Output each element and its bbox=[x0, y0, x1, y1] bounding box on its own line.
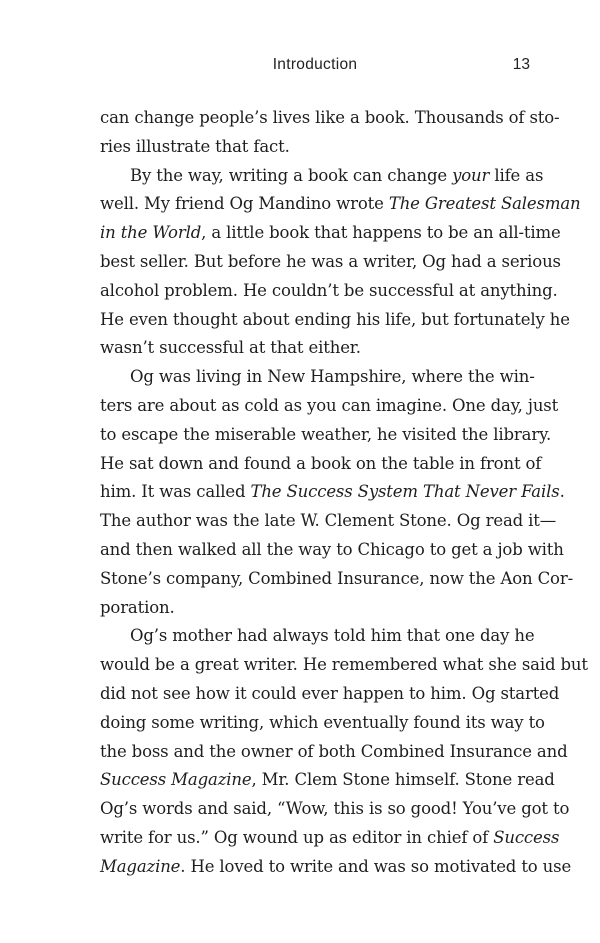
text-line: best seller. But before he was a writer, Og had a serious bbox=[100, 251, 561, 271]
text-line: The author was the late W. Clement Stone. Og read it— bbox=[100, 511, 557, 531]
text-line: wasn’t successful at that either. bbox=[100, 338, 361, 358]
text-line: can change people’s lives like a book. Thousands of sto- bbox=[100, 108, 560, 127]
text-line: the boss and the owner of both Combined Insurance and bbox=[100, 741, 568, 761]
paragraph bbox=[100, 622, 588, 881]
text-line: ters are about as cold as you can imagine. One day, just bbox=[100, 395, 559, 415]
text-line: He sat down and found a book on the table in front of bbox=[100, 453, 542, 473]
body-text bbox=[100, 104, 588, 882]
text-line: and then walked all the way to Chicago to get a job with bbox=[100, 539, 564, 559]
text-line: By the way, writing a book can change your life as bbox=[130, 165, 544, 185]
chapter-title: Introduction bbox=[272, 56, 358, 73]
text-line: Magazine. He loved to write and was so motivated to use bbox=[100, 856, 572, 876]
text-line: did not see how it could ever happen to him. Og started bbox=[100, 683, 560, 703]
text-line: poration. bbox=[100, 597, 175, 617]
text-line: in the World, a little book that happens to be an all-time bbox=[100, 223, 561, 243]
paragraph bbox=[100, 104, 560, 162]
running-head bbox=[100, 56, 530, 80]
text-line: Og’s words and said, “Wow, this is so good! You’ve got to bbox=[100, 799, 570, 819]
text-line: alcohol problem. He couldn’t be successful at anything. bbox=[100, 280, 558, 300]
text-line: well. My friend Og Mandino wrote The Greatest Salesman bbox=[100, 194, 581, 214]
paragraph bbox=[100, 162, 581, 364]
text-line: Og’s mother had always told him that one day he bbox=[130, 626, 535, 646]
text-line: to escape the miserable weather, he visited the library. bbox=[100, 424, 552, 444]
text-line: ries illustrate that fact. bbox=[100, 136, 290, 156]
paragraph bbox=[100, 363, 573, 622]
text-line: would be a great writer. He remembered what she said but bbox=[100, 655, 588, 675]
text-line: Stone’s company, Combined Insurance, now the Aon Cor- bbox=[100, 568, 573, 588]
text-line: Success Magazine, Mr. Clem Stone himself. Stone read bbox=[100, 770, 555, 790]
page-number: 13 bbox=[512, 56, 530, 73]
text-line: him. It was called The Success System That Never Fails. bbox=[100, 482, 565, 502]
text-line: He even thought about ending his life, but fortunately he bbox=[100, 309, 570, 329]
text-line: doing some writing, which eventually found its way to bbox=[100, 712, 545, 732]
text-line: Og was living in New Hampshire, where the win- bbox=[130, 367, 535, 387]
text-line: write for us.” Og wound up as editor in chief of Success bbox=[100, 827, 560, 847]
